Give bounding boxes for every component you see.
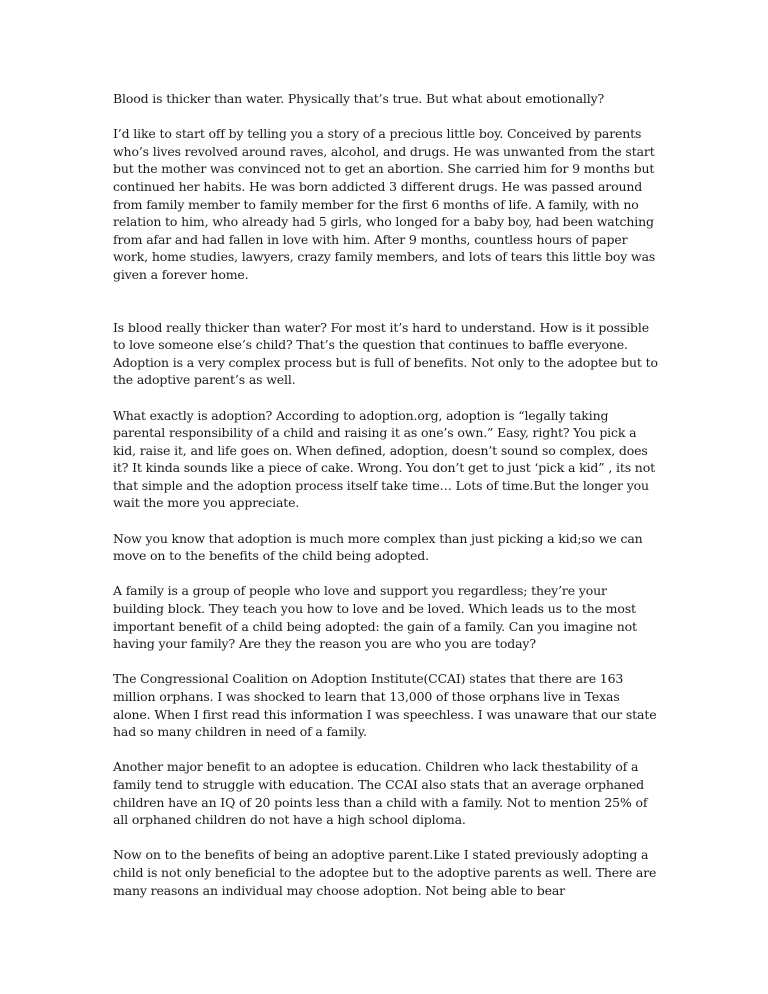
paragraph-story: I’d like to start off by telling you a story of a precious little boy. Conceived by parents who’s lives revolved around raves, alcohol, and drugs. He was unwanted from the start but the mother was convinced not to get an abortion. She carried him for 9 months but continued her habits. He was born addicted 3 different drugs. He was passed around from family member to family member for the first 6 months of life. A family, with no relation to him, who already had 5 girls, who longed for a baby boy, had been watching from afar and had fallen in love with him. After 9 months, countless hours of paper work, home studies, lawyers, crazy family members, and lots of tears this little boy was given a forever home. xyxy=(113,126,656,282)
paragraph-definition: What exactly is adoption? According to adoption.org, adoption is “legally taking parental responsibility of a child and raising it as one’s own.” Easy, right? You pick a kid, raise it, and life goes on. When defined, adoption, doesn’t sound so complex, does it? It kinda sounds like a piece of cake. Wrong. You don’t get to just ‘pick a kid” , its not that simple and the adoption process itself take time… Lots of time.But the longer you wait the more you appreciate. xyxy=(113,407,655,511)
paragraph-transition: Now you know that adoption is much more complex than just picking a kid;so we can move on to the benefits of the child being adopted. xyxy=(113,530,643,564)
paragraph-education: Another major benefit to an adoptee is education. Children who lack thestability of a family tend to struggle with education. The CCAI also stats that an average orphaned children have an IQ of 20 points less than a child with a family. Not to mention 25% of all orphaned children do not have a high school diploma. xyxy=(113,759,648,828)
paragraph-ccai-orphans: The Congressional Coalition on Adoption Institute(CCAI) states that there are 163 million orphans. I was shocked to learn that 13,000 of those orphans live in Texas alone. When I first read this information I was speechless. I was unaware that our state had so many children in need of a family. xyxy=(113,671,657,740)
paragraph-adoptive-parent: Now on to the benefits of being an adoptive parent.Like I stated previously adopting a child is not only beneficial to the adoptee but to the adoptive parents as well. There are many reasons an individual may choose adoption. Not being able to bear xyxy=(113,847,657,898)
paragraph-family: A family is a group of people who love and support you regardless; they’re your building block. They teach you how to love and be loved. Which leads us to the most important benefit of a child being adopted: the gain of a family. Can you imagine not having your family? Are they the reason you are who you are today? xyxy=(113,583,637,652)
paragraph-blood-question: Is blood really thicker than water? For most it’s hard to understand. How is it possible to love someone else’s child? That’s the question that continues to baffle everyone. Adoption is a very complex process but is full of benefits. Not only to the adoptee but to the adoptive parent’s as well. xyxy=(113,319,658,388)
document-body xyxy=(113,90,658,917)
paragraph-intro: Blood is thicker than water. Physically that’s true. But what about emotionally? xyxy=(113,91,605,106)
